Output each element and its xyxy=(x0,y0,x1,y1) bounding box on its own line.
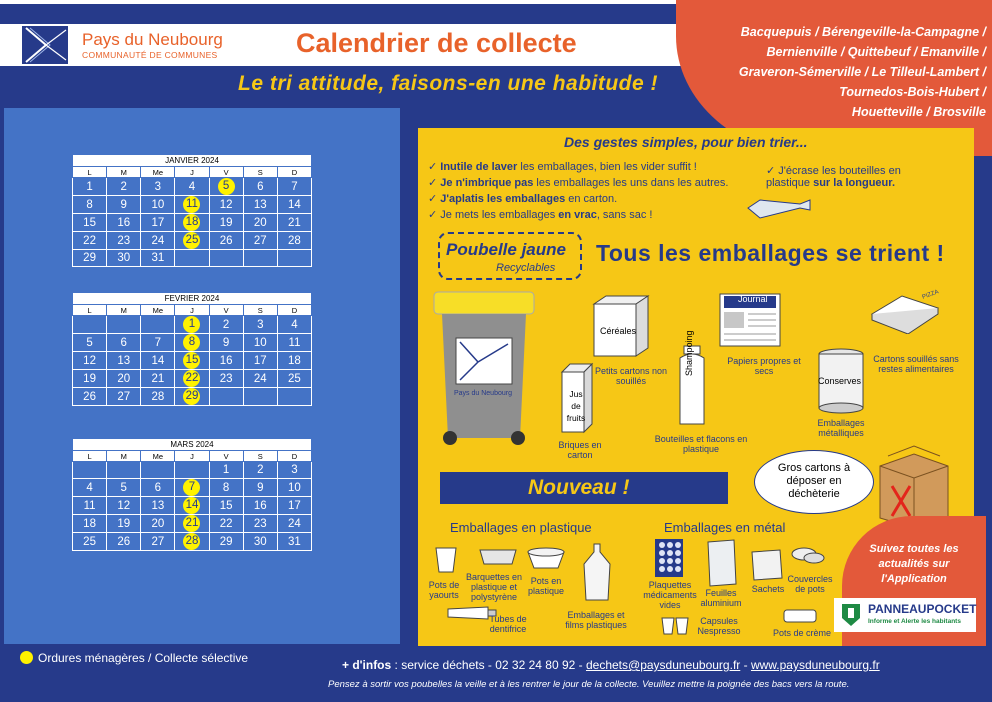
collection-day: 1 xyxy=(183,316,200,333)
day-cell: 3 xyxy=(141,178,175,196)
lids-icon xyxy=(790,544,826,566)
day-header: M xyxy=(107,451,141,462)
week-row xyxy=(73,388,312,406)
yogurt-pot-icon xyxy=(434,546,458,574)
day-cell: 5 xyxy=(73,334,107,352)
week-row xyxy=(73,370,312,388)
legend-text: Ordures ménagères / Collecte sélective xyxy=(38,651,249,665)
day-cell: 1 xyxy=(73,178,107,196)
tip-text: les emballages, bien les vider suffit ! xyxy=(517,161,697,173)
day-cell: 26 xyxy=(107,533,141,551)
day-cell: 6 xyxy=(107,334,141,352)
sorting-panel xyxy=(418,128,977,646)
day-cell: 18 xyxy=(73,515,107,533)
tip-bold: en vrac xyxy=(558,209,597,221)
collection-day: 5 xyxy=(218,178,235,195)
plastic-pot-icon xyxy=(526,546,566,570)
day-cell: 25 xyxy=(73,533,107,551)
day-cell: 5 xyxy=(107,479,141,497)
day-cell xyxy=(175,515,209,533)
month-calendar xyxy=(72,438,312,551)
day-cell: 15 xyxy=(209,497,243,515)
calendar-panel xyxy=(4,108,400,644)
collection-day: 21 xyxy=(183,515,200,532)
day-cell xyxy=(141,462,175,479)
day-cell xyxy=(73,316,107,334)
poubelle-subtitle: Recyclables xyxy=(496,262,556,274)
bubble-text: Gros cartons à déposer en déchèterie xyxy=(777,462,851,500)
week-row xyxy=(73,250,312,267)
website-link[interactable]: www.paysduneubourg.fr xyxy=(750,658,880,672)
headline: Tous les emballages se trient ! xyxy=(596,240,945,266)
day-header: Me xyxy=(141,451,175,462)
day-cell xyxy=(175,250,209,267)
logo xyxy=(22,26,242,64)
day-cell xyxy=(243,388,277,406)
day-cell: 24 xyxy=(277,515,311,533)
week-row xyxy=(73,479,312,497)
day-cell: 17 xyxy=(277,497,311,515)
metal-item-label: Pots de crème xyxy=(772,628,832,638)
plastic-film-icon xyxy=(582,542,612,602)
day-cell: 11 xyxy=(277,334,311,352)
day-cell: 14 xyxy=(141,352,175,370)
cream-pot-icon xyxy=(780,606,820,626)
tip-bottles: ✓ J'écrase les bouteilles en plastique sur la longueur. xyxy=(766,165,901,189)
cartons-souilles-label: Cartons souillés sans restes alimentaires xyxy=(873,354,959,374)
collection-day: 7 xyxy=(183,479,200,496)
collection-day: 11 xyxy=(183,196,200,213)
day-cell: 22 xyxy=(209,515,243,533)
tip-text: en carton. xyxy=(565,193,618,205)
day-cell xyxy=(107,462,141,479)
tip-bold: J'aplatis les emballages xyxy=(440,193,566,205)
shampoo-label: Shampoing xyxy=(684,330,694,376)
day-cell xyxy=(209,250,243,267)
collection-day: 25 xyxy=(183,232,200,249)
metal-item-label: Sachets xyxy=(751,584,785,594)
metal-packaging-label: Emballages métalliques xyxy=(817,418,865,438)
day-cell: 21 xyxy=(277,214,311,232)
tip-item: ✓ J'aplatis les emballages en carton. xyxy=(428,193,618,205)
plastic-item-label: Emballages et films plastiques xyxy=(565,610,627,630)
logo-subtitle: COMMUNAUTÉ DE COMMUNES xyxy=(82,50,218,60)
day-cell: 19 xyxy=(209,214,243,232)
day-cell xyxy=(141,316,175,334)
day-cell: 29 xyxy=(209,533,243,551)
day-cell: 10 xyxy=(277,479,311,497)
legend-marker xyxy=(20,651,33,664)
day-cell: 23 xyxy=(243,515,277,533)
day-cell: 17 xyxy=(141,214,175,232)
day-cell: 18 xyxy=(277,352,311,370)
day-cell: 10 xyxy=(141,196,175,214)
day-cell xyxy=(175,497,209,515)
day-cell xyxy=(175,462,209,479)
week-row xyxy=(73,214,312,232)
sachet-icon xyxy=(750,548,784,582)
collection-day: 18 xyxy=(183,214,200,231)
day-cell: 7 xyxy=(277,178,311,196)
day-cell: 17 xyxy=(243,352,277,370)
day-cell: 9 xyxy=(107,196,141,214)
day-header: J xyxy=(175,305,209,316)
day-cell: 13 xyxy=(107,352,141,370)
day-cell xyxy=(209,388,243,406)
day-cell xyxy=(175,533,209,551)
day-cell: 11 xyxy=(73,497,107,515)
day-cell: 2 xyxy=(243,462,277,479)
day-cell: 24 xyxy=(141,232,175,250)
day-cell: 29 xyxy=(73,250,107,267)
day-cell: 12 xyxy=(107,497,141,515)
day-header: S xyxy=(243,305,277,316)
day-cell: 27 xyxy=(107,388,141,406)
month-title: FEVRIER 2024 xyxy=(73,293,312,305)
day-cell: 24 xyxy=(243,370,277,388)
day-cell: 21 xyxy=(141,370,175,388)
day-cell: 8 xyxy=(73,196,107,214)
day-cell: 7 xyxy=(141,334,175,352)
week-row xyxy=(73,232,312,250)
commune-line: Houetteville / Brosville xyxy=(851,105,986,119)
app-name: PANNEAUPOCKET xyxy=(868,602,977,616)
day-cell: 26 xyxy=(209,232,243,250)
metal-item-label: Couvercles de pots xyxy=(787,574,833,594)
day-cell: 16 xyxy=(209,352,243,370)
month-calendar xyxy=(72,292,312,406)
day-cell xyxy=(175,316,209,334)
day-cell: 28 xyxy=(141,388,175,406)
day-header: J xyxy=(175,451,209,462)
week-row xyxy=(73,515,312,533)
week-row xyxy=(73,334,312,352)
day-header: Me xyxy=(141,167,175,178)
collection-day: 8 xyxy=(183,334,200,351)
day-cell: 23 xyxy=(107,232,141,250)
collection-day: 14 xyxy=(183,497,200,514)
day-cell: 27 xyxy=(243,232,277,250)
plastic-section-title: Emballages en plastique xyxy=(450,520,592,535)
bouteilles-label: Bouteilles et flacons en plastique xyxy=(654,434,748,454)
nouveau-text: Nouveau ! xyxy=(528,476,630,499)
tray-icon xyxy=(478,546,518,566)
tips-title: Des gestes simples, pour bien trier... xyxy=(564,134,808,150)
day-header: M xyxy=(107,305,141,316)
week-row xyxy=(73,462,312,479)
conserves-label: Conserves xyxy=(818,376,862,386)
day-cell xyxy=(73,462,107,479)
day-cell: 20 xyxy=(107,370,141,388)
day-cell: 26 xyxy=(73,388,107,406)
week-row xyxy=(73,196,312,214)
day-cell: 23 xyxy=(209,370,243,388)
logo-name: Pays du Neubourg xyxy=(82,30,223,49)
day-cell: 22 xyxy=(73,232,107,250)
day-cell: 8 xyxy=(209,479,243,497)
yellow-bin-icon xyxy=(428,288,540,448)
tip-item: ✓ Je n'imbrique pas les emballages les uns dans les autres. xyxy=(428,177,729,189)
plastic-item-label: Pots en plastique xyxy=(527,576,565,596)
day-cell: 19 xyxy=(73,370,107,388)
day-cell: 16 xyxy=(243,497,277,515)
day-cell xyxy=(175,352,209,370)
day-cell xyxy=(175,214,209,232)
day-header: V xyxy=(209,451,243,462)
day-header: S xyxy=(243,167,277,178)
metal-item-label: Capsules Nespresso xyxy=(697,616,741,636)
collection-day: 28 xyxy=(183,533,200,550)
app-tagline: Informe et Alerte les habitants xyxy=(868,618,961,625)
day-cell xyxy=(175,334,209,352)
commune-line: Bernienville / Quittebeuf / Emanville / xyxy=(766,45,986,59)
slogan: Le tri attitude, faisons-en une habitude ! xyxy=(238,72,659,95)
tip-text: Je mets les emballages xyxy=(440,209,559,221)
pizza-label: PIZZA xyxy=(921,289,940,301)
month-title: JANVIER 2024 xyxy=(73,155,312,167)
day-header: M xyxy=(107,167,141,178)
day-cell: 19 xyxy=(107,515,141,533)
petits-cartons-label: Petits cartons non souillés xyxy=(594,366,668,386)
collection-day: 15 xyxy=(183,352,200,369)
week-row xyxy=(73,178,312,196)
plastic-item-label: Tubes de dentifrice xyxy=(489,614,527,634)
month-calendar xyxy=(72,154,312,267)
day-header: L xyxy=(73,167,107,178)
day-cell: 15 xyxy=(73,214,107,232)
day-cell: 20 xyxy=(243,214,277,232)
metal-item-label: Plaquettes médicaments vides xyxy=(643,580,697,610)
commune-line: Bacquepuis / Bérengeville-la-Campagne / xyxy=(740,25,986,39)
separator: - xyxy=(740,658,751,672)
day-cell xyxy=(175,370,209,388)
tip-bold: Inutile de laver xyxy=(440,161,518,173)
day-cell: 2 xyxy=(107,178,141,196)
day-cell xyxy=(277,250,311,267)
briques-label: Briques en carton xyxy=(558,440,602,460)
day-cell: 14 xyxy=(277,196,311,214)
day-cell: 2 xyxy=(209,316,243,334)
bin-brand: Pays du Neubourg xyxy=(454,390,512,397)
capsule-icon xyxy=(658,614,692,638)
page-title: Calendrier de collecte xyxy=(296,28,577,58)
app-promo-text: Suivez toutes les actualités sur l'Application xyxy=(869,543,959,585)
communes-list xyxy=(739,22,986,122)
commune-line: Tournedos-Bois-Hubert / xyxy=(839,85,986,99)
contact-line xyxy=(342,658,880,672)
month-title: MARS 2024 xyxy=(73,439,312,451)
day-cell: 31 xyxy=(277,533,311,551)
day-cell: 13 xyxy=(243,196,277,214)
day-cell: 27 xyxy=(141,533,175,551)
week-row xyxy=(73,316,312,334)
commune-line: Graveron-Sémerville / Le Tilleul-Lambert / xyxy=(738,65,986,79)
day-cell xyxy=(209,178,243,196)
day-cell: 30 xyxy=(243,533,277,551)
day-header: L xyxy=(73,305,107,316)
poubelle-title: Poubelle jaune xyxy=(446,240,566,259)
collection-day: 29 xyxy=(183,388,200,405)
day-cell xyxy=(175,388,209,406)
cereal-label: Céréales xyxy=(600,326,637,336)
day-cell xyxy=(107,316,141,334)
week-row xyxy=(73,533,312,551)
day-cell: 4 xyxy=(73,479,107,497)
day-cell: 4 xyxy=(175,178,209,196)
tip-bold: sur la longueur. xyxy=(813,177,895,189)
crushed-bottle-icon xyxy=(744,194,814,220)
day-header: V xyxy=(209,167,243,178)
day-cell: 6 xyxy=(141,479,175,497)
logo-mark-icon xyxy=(22,26,68,64)
day-cell xyxy=(175,196,209,214)
day-cell: 20 xyxy=(141,515,175,533)
day-header: V xyxy=(209,305,243,316)
tip-item: ✓ Je mets les emballages en vrac, sans sac ! xyxy=(428,209,653,221)
day-cell: 3 xyxy=(277,462,311,479)
footer-note: Pensez à sortir vos poubelles la veille et à les rentrer le jour de la collecte. Veuillez mettre la poignée des bacs vers la route. xyxy=(328,679,850,690)
week-row xyxy=(73,352,312,370)
day-cell: 25 xyxy=(277,370,311,388)
day-cell: 9 xyxy=(209,334,243,352)
infos-text: : service déchets - 02 32 24 80 92 - xyxy=(391,658,586,672)
day-header: S xyxy=(243,451,277,462)
day-cell xyxy=(243,250,277,267)
day-header: Me xyxy=(141,305,175,316)
day-cell: 28 xyxy=(277,232,311,250)
day-cell: 12 xyxy=(73,352,107,370)
tip-bold: Je n'imbrique pas xyxy=(440,177,534,189)
day-cell: 31 xyxy=(141,250,175,267)
day-header: D xyxy=(277,305,311,316)
plastic-item-label: Barquettes en plastique et polystyrène xyxy=(465,572,523,602)
tip-item: ✓ Inutile de laver les emballages, bien les vider suffit ! xyxy=(428,161,697,173)
day-header: D xyxy=(277,451,311,462)
day-cell: 30 xyxy=(107,250,141,267)
day-header: J xyxy=(175,167,209,178)
collection-day: 22 xyxy=(183,370,200,387)
week-row xyxy=(73,497,312,515)
plastic-item-label: Pots de yaourts xyxy=(428,580,460,600)
day-cell: 6 xyxy=(243,178,277,196)
day-cell: 13 xyxy=(141,497,175,515)
day-cell: 4 xyxy=(277,316,311,334)
papiers-label: Papiers propres et secs xyxy=(727,356,801,376)
day-cell: 12 xyxy=(209,196,243,214)
tip-text: les emballages les uns dans les autres. xyxy=(533,177,729,189)
day-cell: 3 xyxy=(243,316,277,334)
metal-item-label: Feuilles aluminium xyxy=(700,588,742,608)
metal-section-title: Emballages en métal xyxy=(664,520,786,535)
journal-label: Journal xyxy=(738,294,768,304)
day-cell: 16 xyxy=(107,214,141,232)
day-cell: 10 xyxy=(243,334,277,352)
aluminium-foil-icon xyxy=(704,538,740,588)
day-cell xyxy=(277,388,311,406)
juice-label: Jus de fruits xyxy=(566,389,586,423)
tip-text: , sans sac ! xyxy=(596,209,653,221)
day-cell xyxy=(175,479,209,497)
day-header: L xyxy=(73,451,107,462)
tip-text: J'écrase les bouteilles en plastique xyxy=(766,165,901,189)
infos-label: + d'infos xyxy=(342,658,392,672)
day-header: D xyxy=(277,167,311,178)
day-cell xyxy=(175,232,209,250)
day-cell: 1 xyxy=(209,462,243,479)
day-cell: 9 xyxy=(243,479,277,497)
blister-pack-icon xyxy=(654,538,684,578)
email-link[interactable]: dechets@paysduneubourg.fr xyxy=(585,658,741,672)
panneaupocket-logo-icon xyxy=(840,602,862,628)
